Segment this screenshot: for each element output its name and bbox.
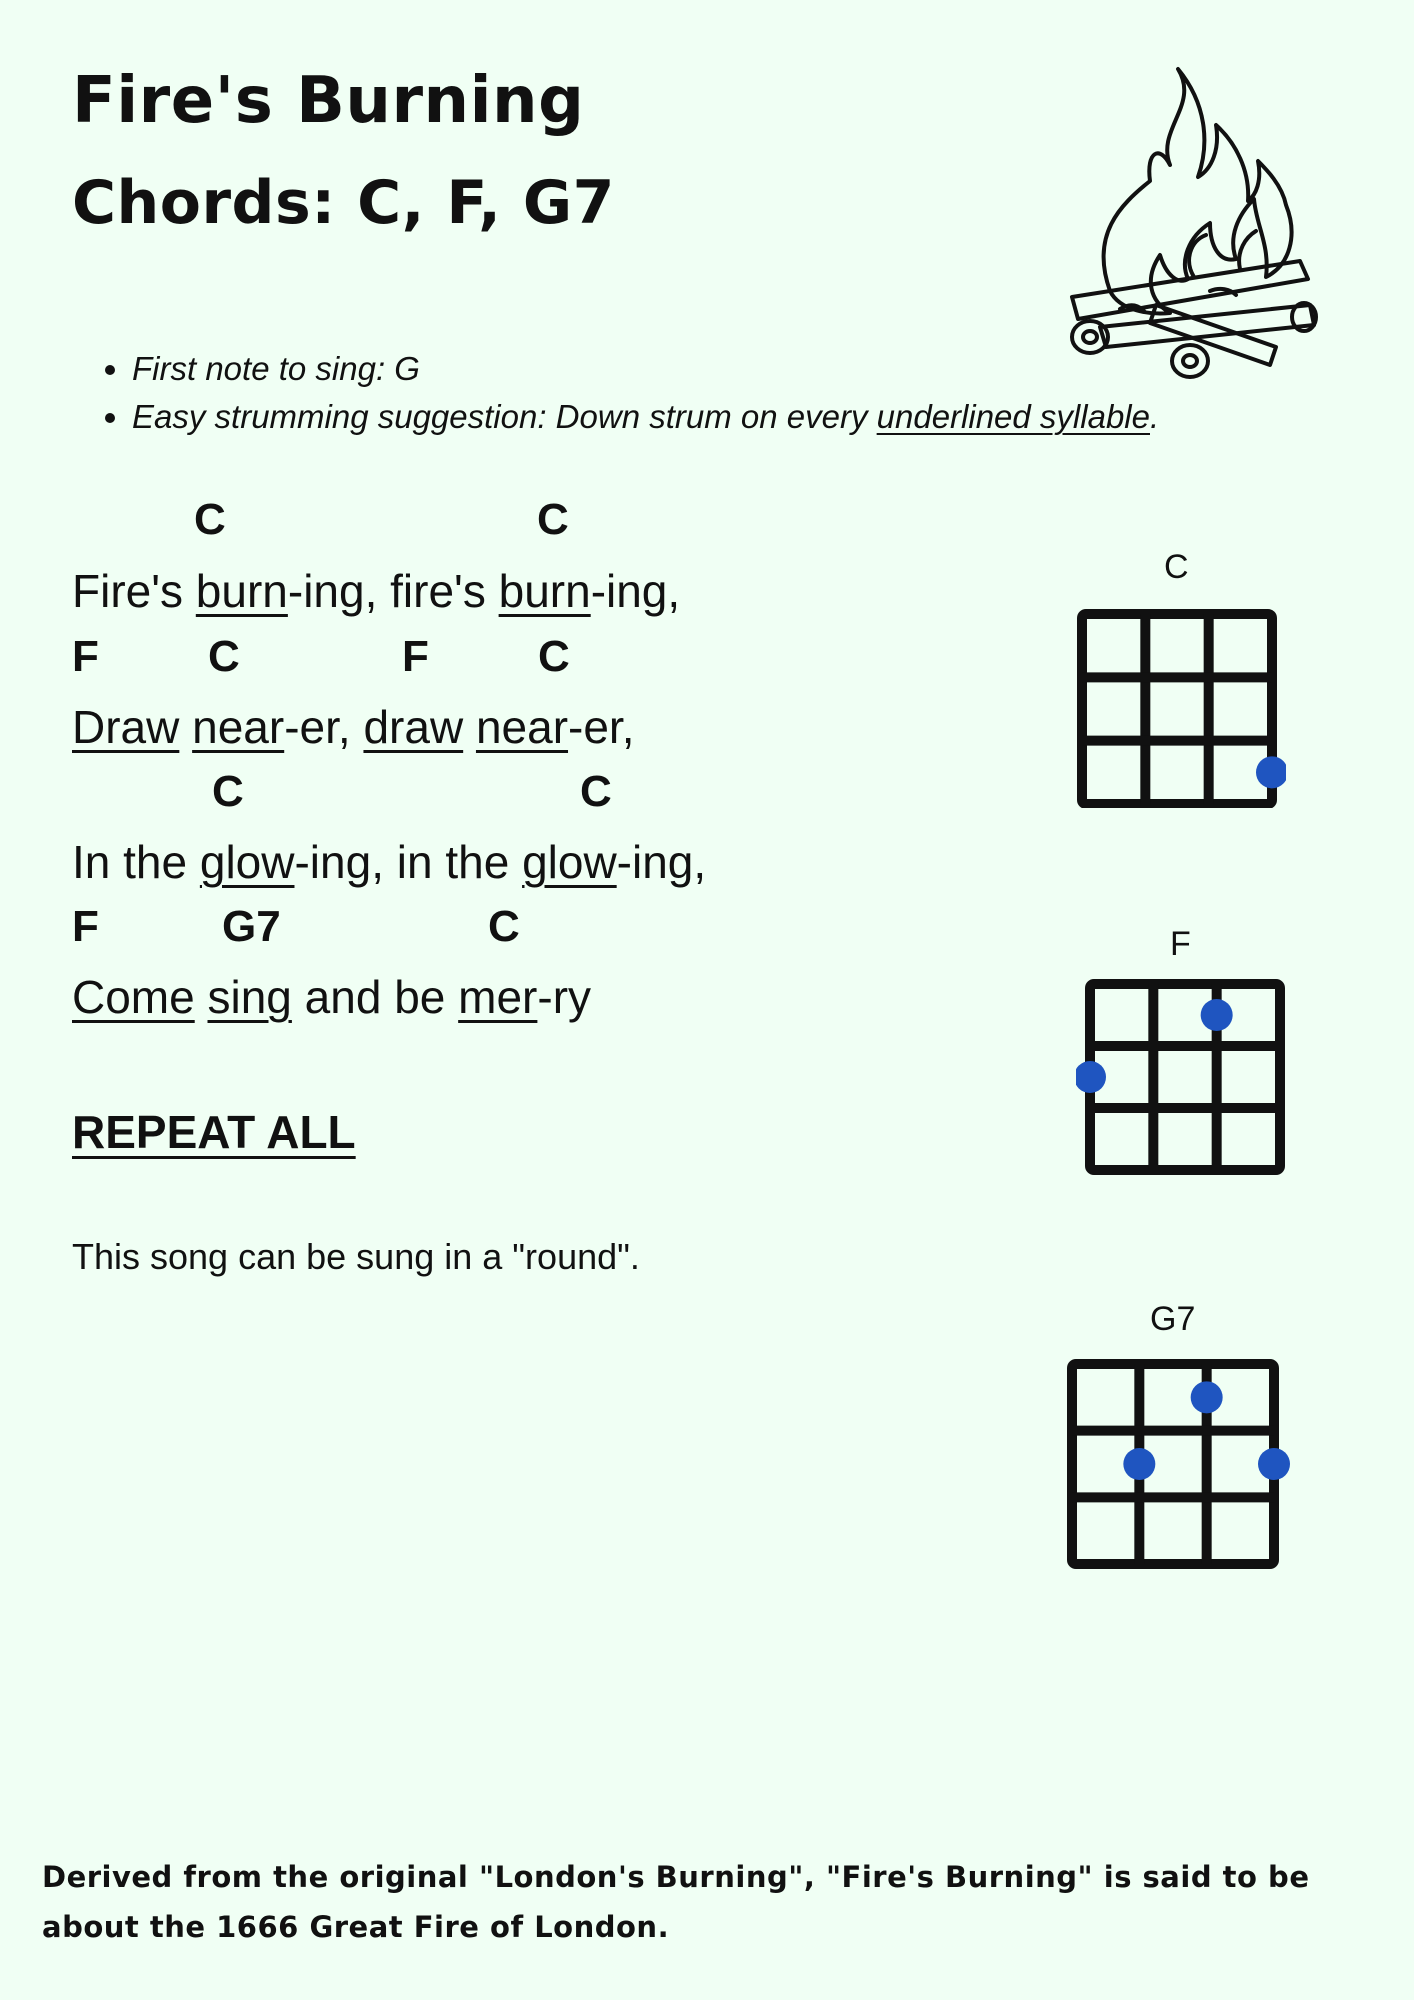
fretboard-frame: [1072, 1364, 1274, 1564]
syllable: burn: [498, 565, 591, 617]
chord-diagram-c: [1076, 608, 1286, 808]
syllable: Fire's: [72, 565, 196, 617]
finger-dot: [1256, 756, 1286, 788]
syllable: glow: [199, 836, 295, 888]
first-note: • First note to sing: G: [132, 345, 1159, 393]
syllable: -ry: [537, 971, 592, 1023]
fretboard-frame: [1090, 984, 1280, 1170]
chord: G7: [222, 902, 281, 951]
strum-suggestion: [132, 393, 1159, 441]
chord: F: [72, 902, 99, 951]
syllable: burn: [195, 565, 288, 617]
diagram-label-c: C: [1164, 548, 1189, 586]
finger-dot: [1258, 1448, 1290, 1480]
finger-dot: [1076, 1061, 1106, 1093]
lyric-line-4: [72, 970, 591, 1024]
syllable: mer: [458, 971, 538, 1023]
syllable: draw: [363, 701, 464, 753]
syllable: -ing, fire's: [287, 565, 499, 617]
chords-subtitle: Chords: C, F, G7: [72, 168, 615, 238]
chord: C: [580, 767, 612, 816]
diagram-label-f: F: [1170, 925, 1191, 963]
syllable: [463, 701, 476, 753]
footer-note: Derived from the original "London's Burning", "Fire's Burning" is said to be about the 1666 Great Fire of London.: [42, 1860, 1310, 1944]
chord: F: [72, 632, 99, 681]
chord: C: [212, 767, 244, 816]
syllable: -ing,: [616, 836, 707, 888]
lyric-line-2: [72, 700, 635, 754]
finger-dot: [1191, 1381, 1223, 1413]
syllable: and be: [291, 971, 459, 1023]
chord: C: [208, 632, 240, 681]
syllable: glow: [522, 836, 617, 888]
chord: F: [402, 632, 429, 681]
diagram-label-g7: G7: [1150, 1300, 1196, 1338]
chord: C: [537, 495, 569, 544]
finger-dot: [1123, 1448, 1155, 1480]
syllable: sing: [207, 971, 292, 1023]
campfire-icon: [1060, 65, 1335, 385]
chord-diagram-g7: [1066, 1358, 1296, 1574]
syllable: In the: [72, 836, 200, 888]
song-notes: [96, 345, 1159, 441]
lyric-line-3: [72, 835, 706, 889]
repeat-all-label: REPEAT ALL: [72, 1106, 356, 1158]
syllable: near: [475, 701, 569, 753]
syllable: -er,: [568, 701, 635, 753]
chord: C: [194, 495, 226, 544]
strum-underlined: underlined syllable: [876, 398, 1150, 435]
syllable: [179, 701, 192, 753]
chord-diagram-f: [1076, 978, 1286, 1178]
syllable: Draw: [72, 701, 180, 753]
syllable: -er,: [284, 701, 364, 753]
chord: C: [488, 902, 520, 951]
strum-prefix: Easy strumming suggestion: Down strum on every: [132, 398, 877, 435]
round-note: This song can be sung in a "round".: [72, 1236, 640, 1277]
finger-dot: [1201, 999, 1233, 1031]
syllable: -ing, in the: [294, 836, 523, 888]
chord: C: [538, 632, 570, 681]
page-title: Fire's Burning: [72, 64, 585, 138]
syllable: -ing,: [590, 565, 681, 617]
lyric-line-1: [72, 564, 680, 618]
syllable: Come: [72, 971, 195, 1023]
fretboard-frame: [1082, 614, 1272, 804]
syllable: [195, 971, 208, 1023]
syllable: near: [192, 701, 285, 753]
strum-suffix: .: [1150, 398, 1160, 435]
